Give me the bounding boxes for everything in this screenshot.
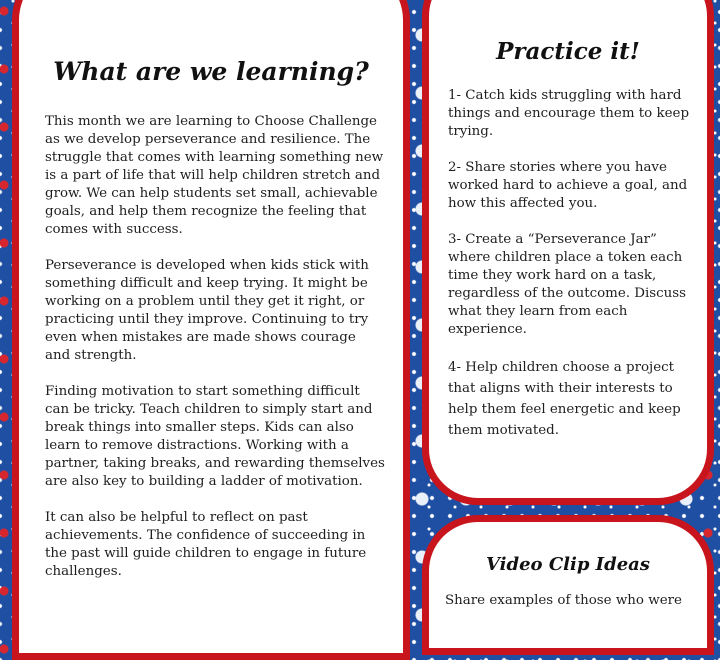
learning-heading: What are we learning?: [53, 57, 369, 86]
learning-paragraph-3: Finding motivation to start something difficult can be tricky. Teach children to simply start and break things into smaller steps. Kids can also learn to remove distractions. Working with a partner, taking breaks, and rewarding themselves are also key to building a ladder of motivation.: [45, 384, 385, 489]
practice-heading: Practice it!: [496, 38, 640, 65]
learning-paragraph-1: This month we are learning to Choose Challenge as we develop perseverance and resilience. The struggle that comes with learning something new is a part of life that will help children stretch and grow. We can help students set small, achievable goals, and help them recognize the feeling that comes with success.: [45, 114, 384, 237]
learning-paragraph-2: Perseverance is developed when kids stick with something difficult and keep trying. It might be working on a problem until they get it right, or practicing until they improve. Continuing to try even when mistakes are made shows courage and strength.: [45, 258, 369, 363]
learning-body: [45, 113, 385, 599]
practice-item-4: 4- Help children choose a project that aligns with their interests to help them feel energetic and keep them motivated.: [448, 360, 681, 438]
video-clip-ideas-panel: [422, 515, 714, 655]
practice-it-panel: [422, 0, 714, 505]
practice-item-3: 3- Create a “Perseverance Jar” where children place a token each time they work hard on a task, regardless of the outcome. Discuss what they learn from each experience.: [448, 232, 687, 337]
video-heading: Video Clip Ideas: [486, 554, 650, 575]
practice-list: [448, 87, 693, 459]
what-are-we-learning-panel: [12, 0, 410, 660]
practice-item-2: 2- Share stories where you have worked hard to achieve a goal, and how this affected you.: [448, 160, 688, 211]
practice-item-1: 1- Catch kids struggling with hard things and encourage them to keep trying.: [448, 88, 690, 139]
learning-paragraph-4: It can also be helpful to reflect on past achievements. The confidence of succeeding in the past will guide children to engage in future challenges.: [45, 510, 367, 579]
video-text: Share examples of those who were: [445, 593, 682, 608]
